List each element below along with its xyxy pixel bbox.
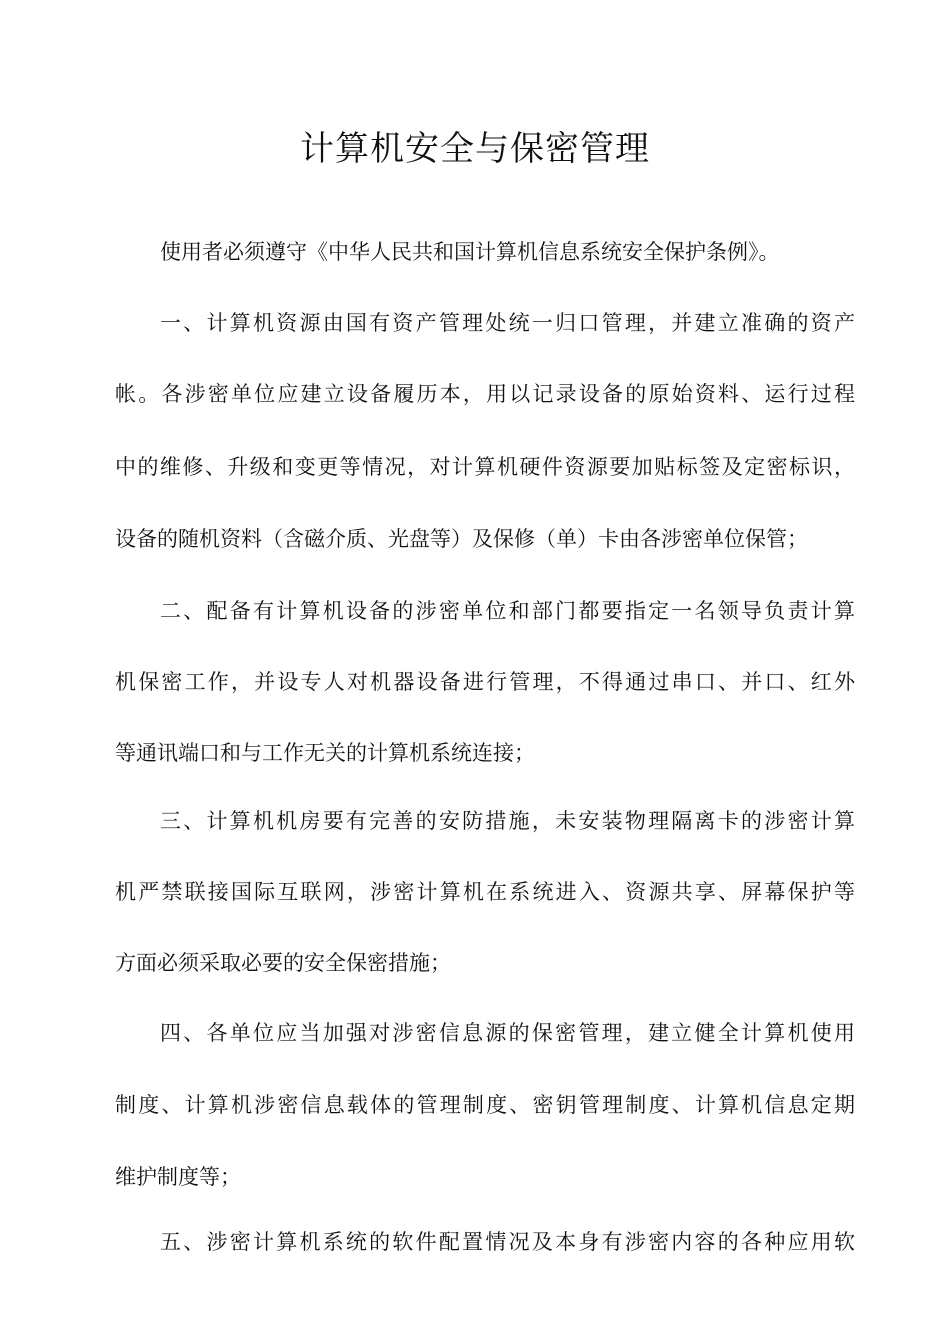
text-line: 二、配备有计算机设备的涉密单位和部门都要指定一名领导负责计算: [160, 599, 855, 623]
text-line: 中的维修、升级和变更等情况，对计算机硬件资源要加贴标签及定密标识，: [115, 455, 855, 479]
text-line: 机保密工作，并设专人对机器设备进行管理，不得通过串口、并口、红外: [115, 670, 855, 694]
text-line: 四、各单位应当加强对涉密信息源的保密管理，建立健全计算机使用: [160, 1021, 855, 1045]
text-line: 机严禁联接国际互联网，涉密计算机在系统进入、资源共享、屏幕保护等: [115, 880, 855, 904]
text-line: 制度、计算机涉密信息载体的管理制度、密钥管理制度、计算机信息定期: [115, 1093, 855, 1117]
text-line: 一、计算机资源由国有资产管理处统一归口管理，并建立准确的资产: [160, 311, 855, 335]
text-line: 三、计算机机房要有完善的安防措施，未安装物理隔离卡的涉密计算: [160, 809, 855, 833]
text-line: 五、涉密计算机系统的软件配置情况及本身有涉密内容的各种应用软: [160, 1230, 855, 1254]
text-line: 设备的随机资料（含磁介质、光盘等）及保修（单）卡由各涉密单位保管；: [115, 527, 808, 551]
text-line: 方面必须采取必要的安全保密措施；: [115, 951, 451, 975]
text-line: 维护制度等；: [115, 1165, 241, 1189]
document-title: 计算机安全与保密管理: [300, 129, 650, 169]
text-line: 使用者必须遵守《中华人民共和国计算机信息系统安全保护条例》。: [160, 240, 780, 264]
text-line: 帐。各涉密单位应建立设备履历本，用以记录设备的原始资料、运行过程: [115, 382, 855, 406]
text-line: 等通讯端口和与工作无关的计算机系统连接；: [115, 741, 535, 765]
